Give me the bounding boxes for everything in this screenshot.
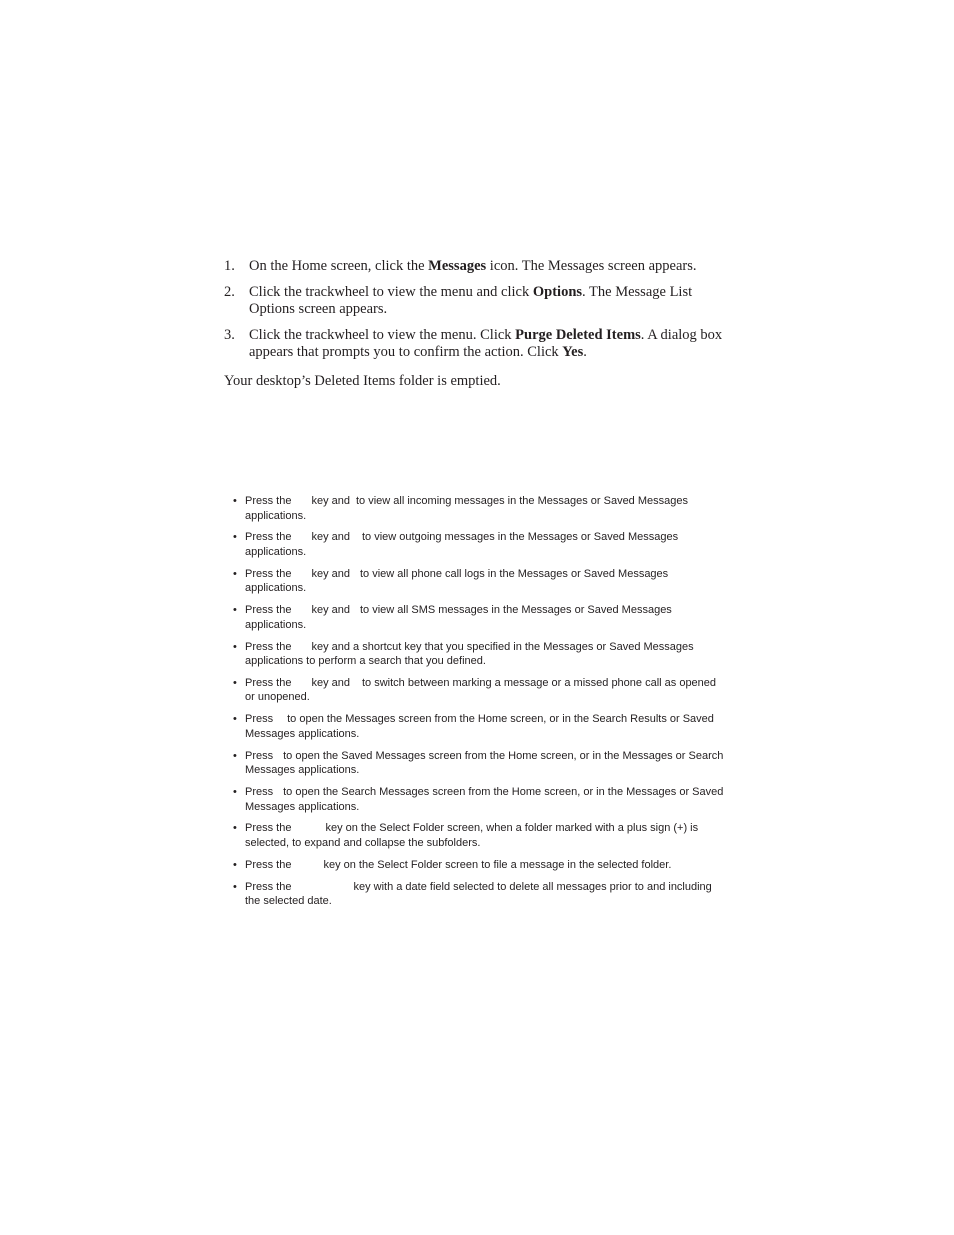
shortcut-text: Press the [245,676,292,689]
shortcut-text: Press [245,786,274,798]
step-bold-term: Options [532,284,583,300]
step-bold-term: Purge Deleted Items [515,327,641,343]
bullet-icon: • [233,604,237,617]
shortcut-text: to view all SMS messages in the Messages or Saved Messages applications. [245,604,672,631]
shortcut-item [233,530,728,559]
shortcut-text: Press [245,713,274,726]
shortcut-text: Press [245,749,274,762]
step-text: icon. The Messages screen appears. [486,258,697,274]
shortcut-text: Press the [245,858,292,871]
shortcut-text: to open the Saved Messages screen from the Home screen, or in the Messages or Search Messages applications. [245,749,724,777]
step-item [224,327,734,361]
bullet-icon: • [233,567,237,580]
step-text: Click the trackwheel to view the menu and click [249,284,533,300]
bullet-icon: • [233,749,237,762]
step-text: On the Home screen, click the [249,258,429,274]
bullet-icon: • [233,495,237,507]
shortcut-item [233,785,728,814]
step-bold-term: Messages [428,258,487,274]
shortcut-item [233,712,728,741]
shortcut-item [233,821,728,850]
shortcut-text: Press the [245,531,292,544]
shortcut-text: key and [311,676,350,689]
step-text: . [583,344,587,360]
shortcut-text: Press the [245,880,292,893]
shortcut-text: key and [311,531,350,544]
bullet-icon: • [233,531,237,544]
result-text: Your desktop’s Deleted Items folder is emptied. [224,373,501,389]
shortcut-text: Press the [245,495,292,507]
bullet-icon: • [233,786,237,798]
shortcut-text: key and [311,495,350,507]
shortcut-text: to view outgoing messages in the Messages or Saved Messages applications. [245,531,679,558]
shortcut-item [233,603,728,632]
step-number: 2. [224,284,235,300]
shortcut-text: Press the [245,604,292,617]
shortcut-item [233,858,728,873]
bullet-icon: • [233,858,237,871]
step-number: 1. [224,258,235,274]
shortcut-item [233,676,728,705]
shortcut-text: Press the [245,567,292,580]
shortcut-text: key and [311,604,350,617]
shortcut-text: to view all phone call logs in the Messages or Saved Messages applications. [245,567,669,595]
step-text: . The Message List Options screen appears. [249,284,693,317]
shortcut-text: Press the [245,822,292,835]
bullet-icon: • [233,713,237,726]
step-bold-term: Yes [562,344,584,360]
shortcut-text: to open the Messages screen from the Home screen, or in the Search Results or Saved Messages applications. [245,713,714,740]
shortcut-text: key with a date field selected to delete all messages prior to and including the selected date. [245,880,712,908]
shortcut-text: key and [311,567,350,580]
shortcuts-list [233,494,728,916]
step-text: Click the trackwheel to view the menu. Click [249,327,516,343]
shortcut-item [233,749,728,778]
shortcut-item [233,494,728,523]
bullet-icon: • [233,822,237,835]
shortcut-text: key and a shortcut key that you specified in the Messages or Saved Messages applications to perform a search that you defined. [245,640,694,668]
shortcut-text: to view all incoming messages in the Messages or Saved Messages applications. [245,495,688,522]
step-text: . A dialog box appears that prompts you to confirm the action. Click [249,327,723,360]
purge-steps-list [224,258,734,370]
shortcut-text: to open the Search Messages screen from the Home screen, or in the Messages or Saved Messages applications. [245,786,724,813]
bullet-icon: • [233,676,237,689]
step-item [224,284,734,318]
shortcut-text: key on the Select Folder screen, when a folder marked with a plus sign (+) is selected, to expand and collapse the subfolders. [245,822,699,849]
shortcut-item [233,880,728,909]
shortcut-text: Press the [245,640,292,653]
bullet-icon: • [233,880,237,893]
bullet-icon: • [233,640,237,653]
shortcut-item [233,567,728,596]
step-item [224,258,734,275]
step-number: 3. [224,327,235,343]
shortcut-text: key on the Select Folder screen to file a message in the selected folder. [323,858,672,871]
shortcut-item [233,640,728,669]
shortcut-text: to switch between marking a message or a missed phone call as opened or unopened. [245,676,717,704]
